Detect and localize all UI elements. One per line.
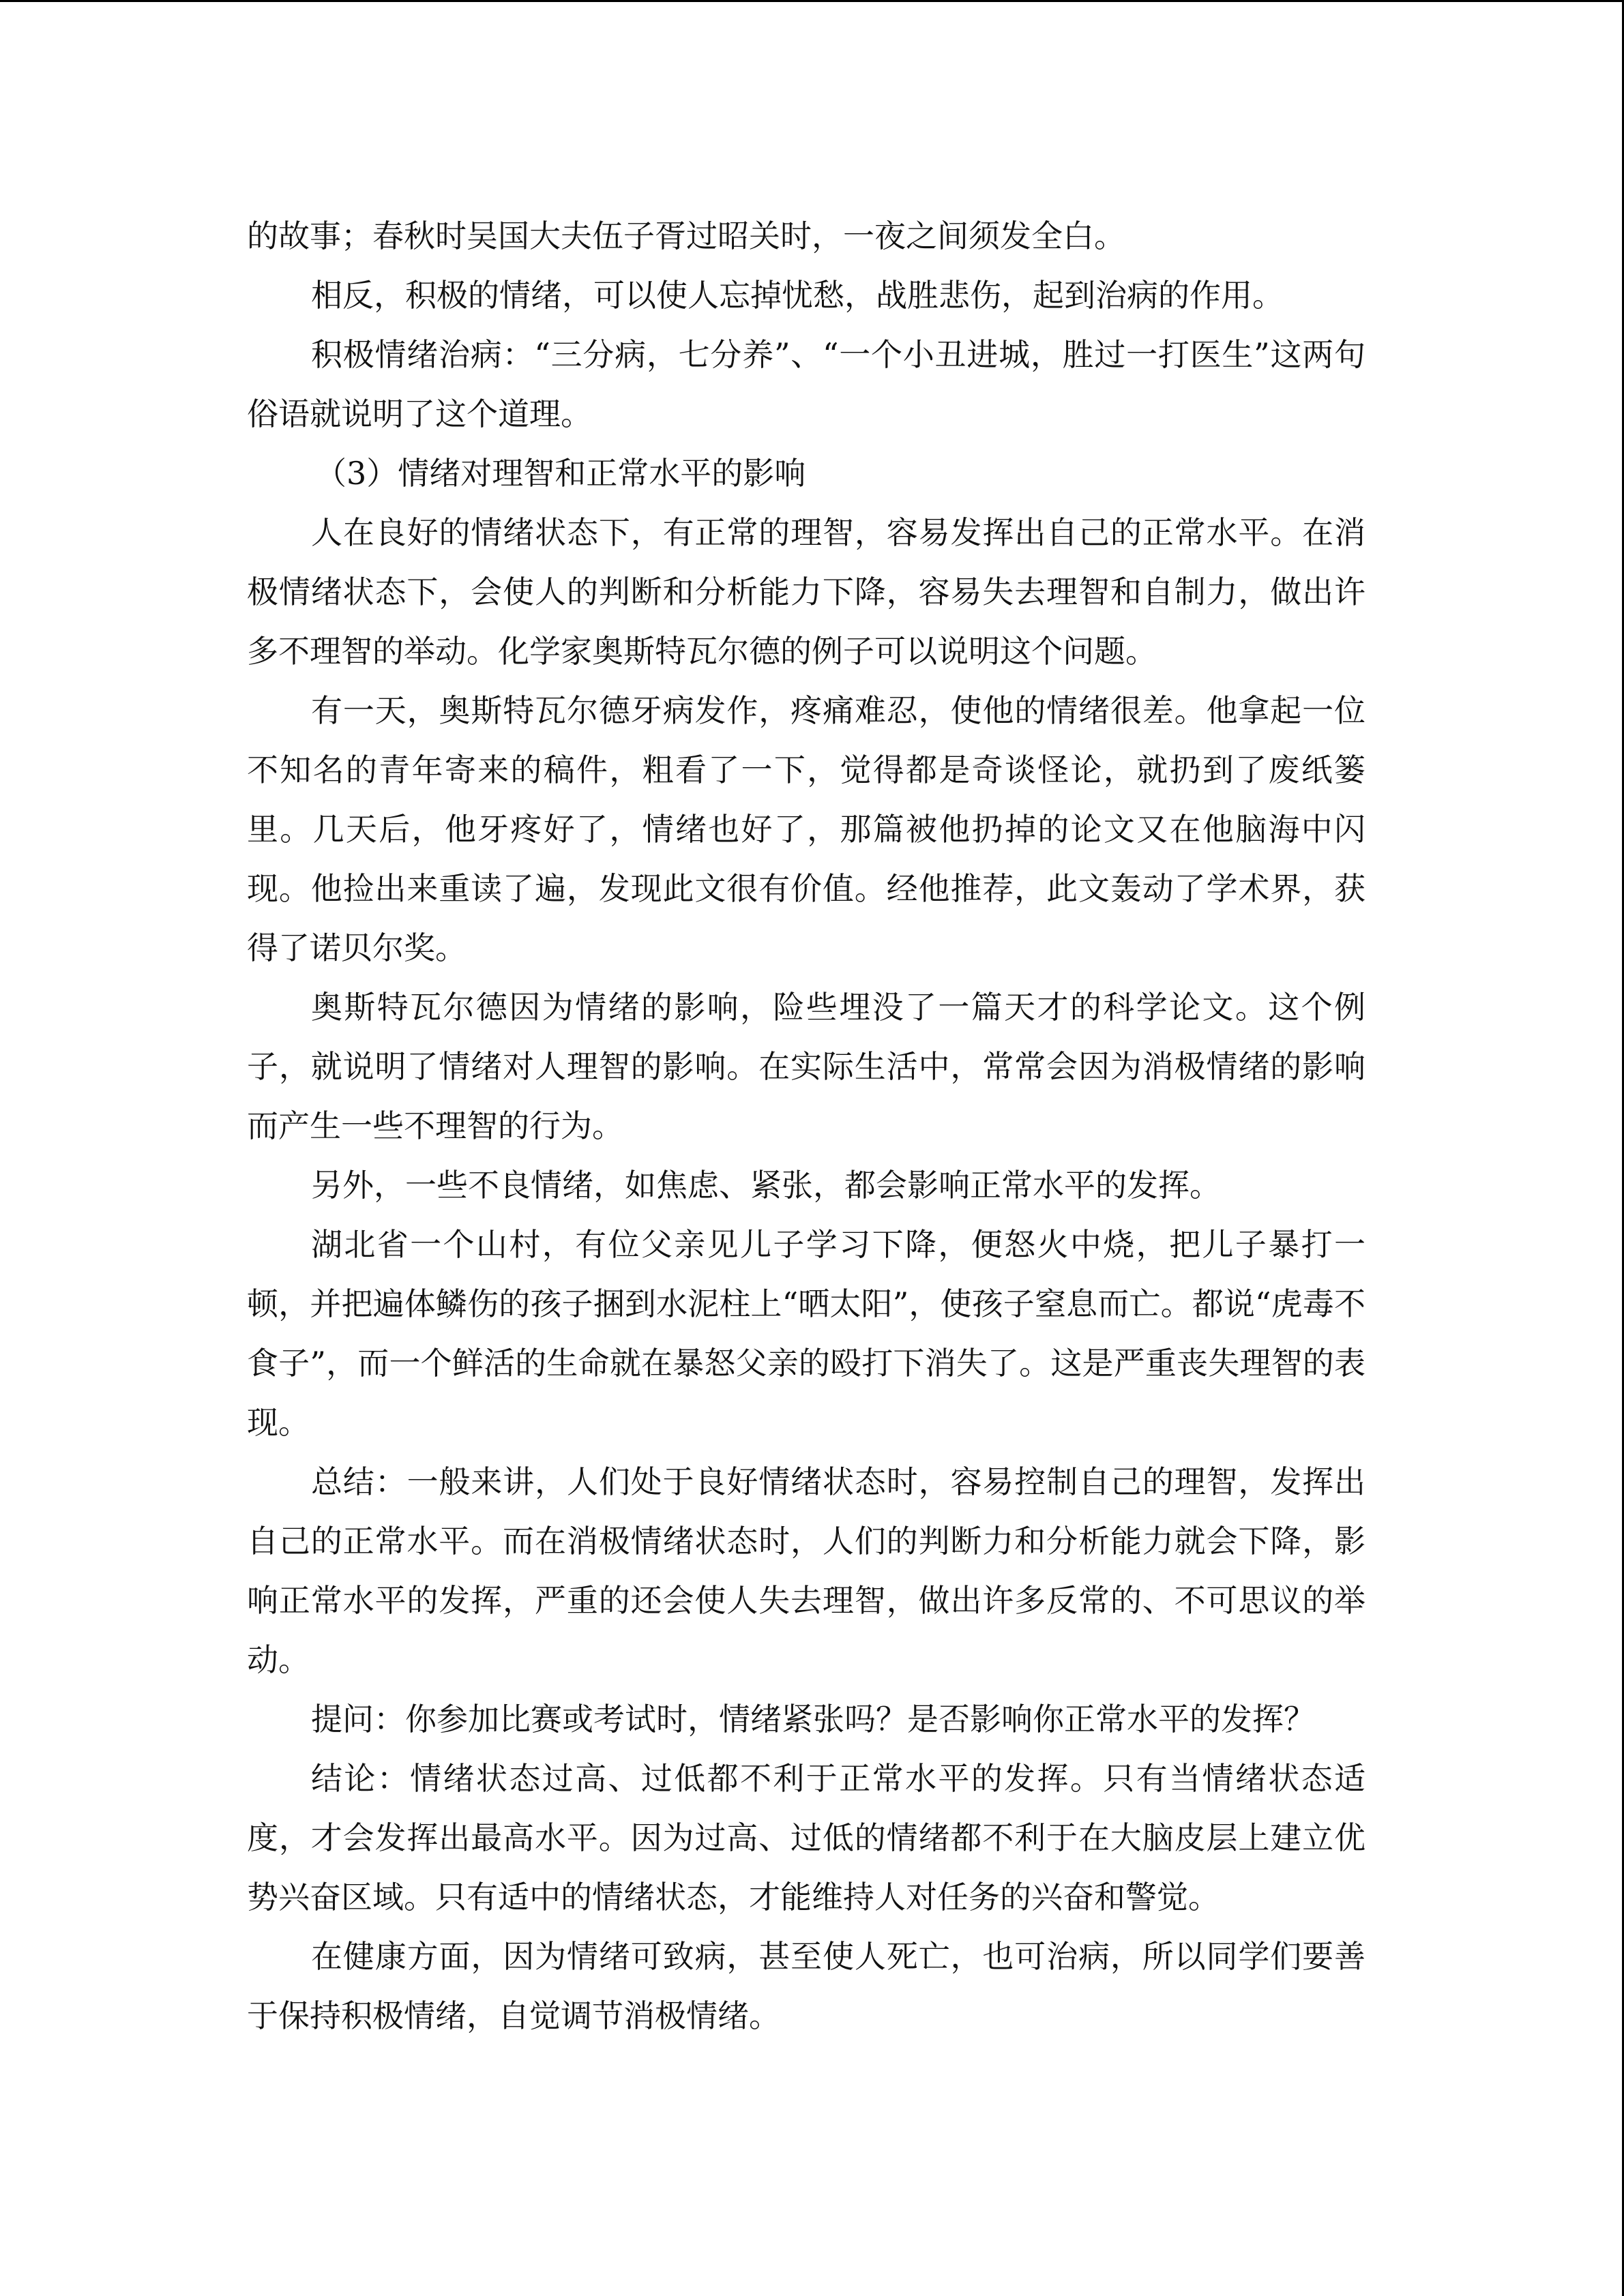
paragraph-summary: 总结：一般来讲，人们处于良好情绪状态时，容易控制自己的理智，发挥出自己的正常水平。而在消极情绪状态时，人们的判断力和分析能力就会下降，影响正常水平的发挥，严重的还会使人失去理智，做出许多反常的、不可思议的举动。	[247, 1463, 1365, 1678]
paragraph-ostwald-lesson: 奥斯特瓦尔德因为情绪的影响，险些埋没了一篇天才的科学论文。这个例子，就说明了情绪对人理智的影响。在实际生活中，常常会因为消极情绪的影响而产生一些不理智的行为。	[247, 989, 1365, 1144]
paragraph-reason-intro: 人在良好的情绪状态下，有正常的理智，容易发挥出自己的正常水平。在消极情绪状态下，会使人的判断和分析能力下降，容易失去理智和自制力，做出许多不理智的举动。化学家奥斯特瓦尔德的例子可以说明这个问题。	[247, 514, 1365, 670]
paragraph-anxiety: 另外，一些不良情绪，如焦虑、紧张，都会影响正常水平的发挥。	[311, 1167, 1221, 1204]
document-body	[247, 207, 1365, 2046]
paragraph-question: 提问：你参加比赛或考试时，情绪紧张吗？是否影响你正常水平的发挥？	[311, 1701, 1315, 1738]
paragraph-health: 在健康方面，因为情绪可致病，甚至使人死亡，也可治病，所以同学们要善于保持积极情绪，自觉调节消极情绪。	[247, 1938, 1365, 2034]
paragraph-hubei-case: 湖北省一个山村，有位父亲见儿子学习下降，便怒火中烧，把儿子暴打一顿，并把遍体鳞伤的孩子捆到水泥柱上“晒太阳”，使孩子窒息而亡。都说“虎毒不食子”，而一个鲜活的生命就在暴怒父亲的殴打下消失了。这是严重丧失理智的表现。	[247, 1226, 1365, 1441]
paragraph-positive-emotion: 相反，积极的情绪，可以使人忘掉忧愁，战胜悲伤，起到治病的作用。	[311, 277, 1284, 314]
paragraph-story-ending: 的故事；春秋时吴国大夫伍子胥过昭关时，一夜之间须发全白。	[247, 218, 1125, 254]
paragraph-proverbs: 积极情绪治病：“三分病，七分养”、“一个小丑进城，胜过一打医生”这两句俗语就说明了这个道理。	[247, 336, 1365, 432]
paragraph-conclusion: 结论：情绪状态过高、过低都不利于正常水平的发挥。只有当情绪状态适度，才会发挥出最高水平。因为过高、过低的情绪都不利于在大脑皮层上建立优势兴奋区域。只有适中的情绪状态，才能维持人对任务的兴奋和警觉。	[247, 1760, 1365, 1915]
section-heading: （3）情绪对理智和正常水平的影响	[315, 455, 806, 492]
paragraph-ostwald-story: 有一天，奥斯特瓦尔德牙病发作，疼痛难忍，使他的情绪很差。他拿起一位不知名的青年寄来的稿件，粗看了一下，觉得都是奇谈怪论，就扔到了废纸篓里。几天后，他牙疼好了，情绪也好了，那篇被他扔掉的论文又在他脑海中闪现。他捡出来重读了遍，发现此文很有价值。经他推荐，此文轰动了学术界，获得了诺贝尔奖。	[247, 692, 1365, 966]
